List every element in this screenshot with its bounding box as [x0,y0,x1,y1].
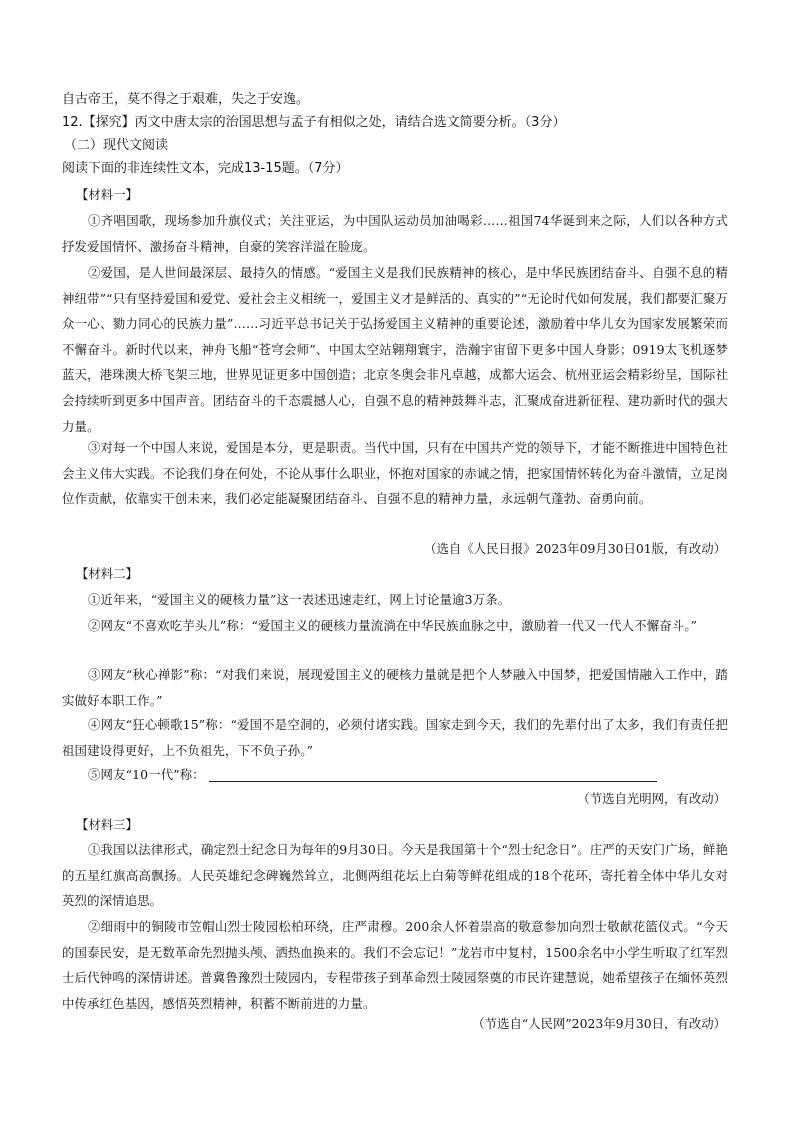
material-3-paragraph-1: ①我国以法律形式，确定烈士纪念日为每年的9月30日。今天是我国第十个“烈士纪念日”。庄严的天安门广场，鲜艳的五星红旗高高飘扬。人民英雄纪念碑巍然耸立，北侧两组花坛上白菊等鲜花组成的18个花环，寄托着全体中华儿女对英烈的深情追思。 [62,842,728,909]
material-3-paragraph-2: ②细雨中的铜陵市笠帽山烈士陵园松柏环绕，庄严肃穆。200余人怀着崇高的敬意参加向烈士敬献花篮仪式。“今天的国泰民安，是无数革命先烈抛头颅、洒热血换来的。我们不会忘记！”龙岩市中复村，1500余名中小学生听取了红军烈士后代钟鸣的深情讲述。普冀鲁豫烈士陵园内，专程带孩子到革命烈士陵园祭奠的市民许建慧说，她希望孩子在缅怀英烈中传承红色基因，感悟英烈精神，积蓄不断前进的力量。 [62,919,728,1011]
classical-text-last-line: 自古帝王，莫不得之于艰难，失之于安逸。 [62,92,310,107]
answer-blank-line[interactable] [209,780,657,782]
material-3-source: （节选自“人民网”2023年9月30日，有改动） [472,1016,726,1031]
material-1-source: （选自《人民日报》2023年09月30日01版，有改动） [424,541,726,556]
material-2-paragraph-5-text: ⑤网友“10一代”称： [88,767,205,782]
material-1-heading: 【材料一】 [76,187,138,202]
material-2-heading: 【材料二】 [76,566,138,581]
material-2-paragraph-1: ①近年来，“爱国主义的硬核力量”这一表述迅速走红，网上讨论量逾3万条。 [88,592,511,607]
material-1-paragraph-2: ②爱国，是人世间最深层、最持久的情感。“爱国主义是我们民族精神的核心，是中华民族团结奋斗、自强不息的精神纽带”“只有坚持爱国和爱党、爱社会主义相统一，爱国主义才是鲜活的、真实的”“无论时代如何发展，我们都要汇聚万众一心、勠力同心的民族力量”……习近平总书记关于弘扬爱国主义精神的重要论述，激励着中华儿女为国家发展繁荣而不懈奋斗。新时代以来，神舟飞船“苍穹会师”、中国太空站翱翔寰宇，浩瀚宇宙留下更多中国人身影；0919太飞机逐梦蓝天，港珠澳大桥飞架三地，世界见证更多中国创造；北京冬奥会非凡卓越，成都大运会、杭州亚运会精彩纷呈，国际社会持续听到更多中国声音。团结奋斗的千态震撼人心，自强不息的精神鼓舞斗志，汇聚成奋进新征程、建功新时代的强大力量。 [62,265,728,434]
material-2-paragraph-3: ③网友“秋心禅影”称：“对我们来说，展现爱国主义的硬核力量就是把个人梦融入中国梦，把爱国情融入工作中，踏实做好本职工作。” [62,667,728,708]
material-2-paragraph-5 [62,762,728,788]
material-2-source: （节选自光明网，有改动） [577,791,726,806]
material-2-paragraph-2: ②网友“不喜欢吃芋头儿”称：“爱国主义的硬核力量流淌在中华民族血脉之中，激励着一代又一代人不懈奋斗。” [88,618,698,633]
section-title-modern-reading: （二）现代文阅读 [64,138,169,153]
material-1-paragraph-1: ①齐唱国歌，现场参加升旗仪式；关注亚运，为中国队运动员加油喝彩……祖国74华诞到来之际，人们以各种方式抒发爱国情怀、激扬奋斗精神，自豪的笑容洋溢在脸庞。 [62,213,728,254]
material-1-paragraph-3: ③对每一个中国人来说，爱国是本分，更是职责。当代中国，只有在中国共产党的领导下，才能不断推进中国特色社会主义伟大实践。不论我们身在何处，不论从事什么职业，怀抱对国家的赤诚之情，把家国情怀转化为奋斗激情，立足岗位作贡献，依靠实干创未来，我们必定能凝聚团结奋斗、自强不息的精神力量，永远朝气蓬勃、奋勇向前。 [62,440,728,507]
material-2-paragraph-4: ④网友“狂心顿歌15”称：“爱国不是空洞的，必须付诸实践。国家走到今天，我们的先辈付出了太多，我们有责任把祖国建设得更好，上不负祖先，下不负子孙。” [62,717,728,758]
reading-instruction: 阅读下面的非连续性文本，完成13-15题。（7分） [62,161,349,176]
question-12: 12.【探究】丙文中唐太宗的治国思想与孟子有相似之处，请结合选文简要分析。（3分） [62,115,566,130]
material-3-heading: 【材料三】 [76,817,138,832]
